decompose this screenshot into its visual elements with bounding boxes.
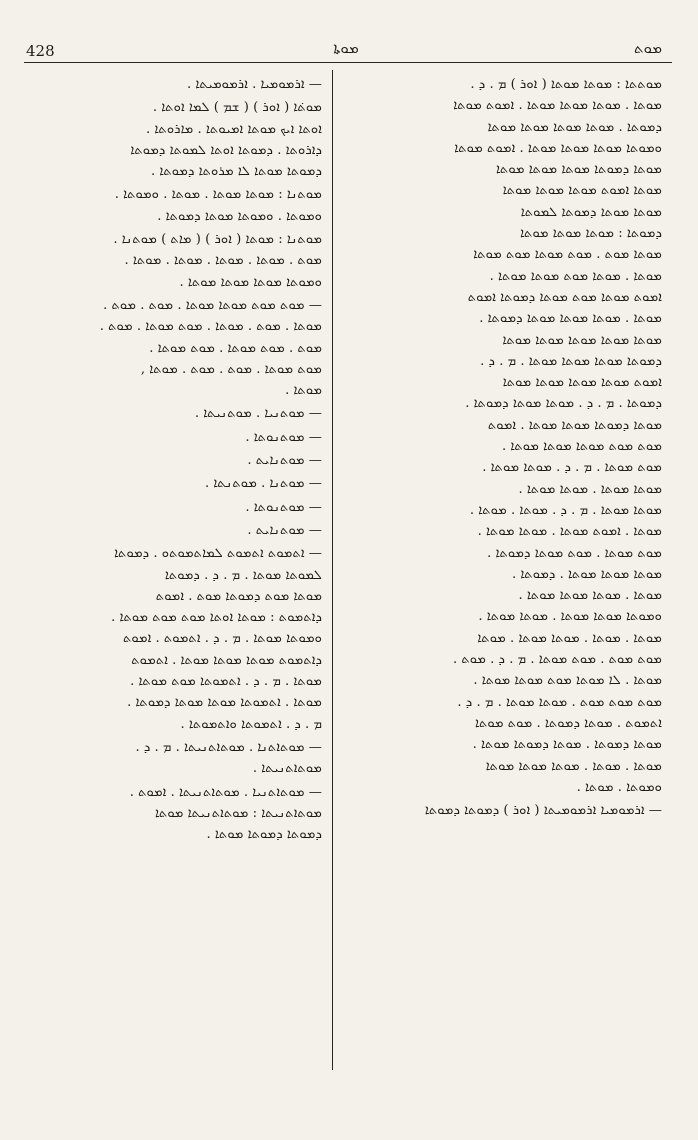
dictionary-entry <box>344 800 662 821</box>
entry-line: ܡܘܬܐ . ܐܬܡܘܬܐ ܡܘܬܐ ܡܘܬܐ ܕܡܘܬܐ . <box>127 695 322 711</box>
entry-line: ܕܐܪܘܬܐ . ܕܡܘܬܐ ܐܘܬܐ ܠܡܘܬܐ ܕܡܘܬܐ <box>130 142 322 158</box>
dictionary-entry <box>26 427 322 448</box>
entry-line: ܡܘܬܐ ܡܘܬܐ ܡܘܬܐ . ܕܡܘܬܐ . <box>511 566 662 582</box>
entry-line: ܡܘܬܐ ܡܘܬܐ ܡܘܬܐ ܡܘܬܐ ܡܘܬܐ <box>502 332 662 348</box>
entry-line: — ܐܬܡܘܬ ܐܬܡܘܬ ܠܡܐܬܡܘܬܘ . ܕܡܘܬܐ <box>114 546 322 562</box>
entry-line: ܕܡܘܬܐ ܡܘܬܐ ܠܐ ܡܪܘܬܐ ܕܡܘܬܐ . <box>151 164 322 180</box>
dictionary-entry <box>26 450 322 471</box>
entry-line: ܡܘܬܐ . ܐܡܘܬ ܡܘܬܐ . ܡܘܬܐ ܡܘܬܐ . <box>477 524 662 540</box>
dictionary-entry <box>26 74 322 95</box>
dictionary-entry <box>26 97 322 182</box>
entry-line: — ܡܘܬܢܝܐ . ܡܘܬܢܝܬܐ . <box>194 406 322 422</box>
entry-line: ܕܐܬܡܘܬ ܡܘܬܐ ܡܘܬܐ ܡܘܬܐ . ܐܬܡܘܬ <box>131 652 322 668</box>
entry-line: ܘܡܘܬܐ ܡܘܬܐ ܡܘܬܐ ܡܘܬܐ . <box>179 274 322 290</box>
entry-line: ܡܘܬܐ . ܡܘܬܐ ܡܘܬܐ ܡܘܬܐ ܕܡܘܬܐ . <box>479 311 662 327</box>
entry-line: ܘܡܘܬܐ ܡܘܬܐ ܡܘܬܐ ܡܘܬܐ . ܐܡܘܬ ܡܘܬܐ <box>454 140 662 156</box>
entry-line: — ܡܘܬܢܐܝܬ . <box>247 453 322 469</box>
entry-line: ܡܘܬܐ ܕܡܘܬܐ ܡܘܬܐ ܡܘܬܐ ܡܘܬܐ <box>495 162 662 178</box>
entry-line: ܘܡܘܬܐ ܡܘܬܐ . ܡ . ܕ . ܐܬܡܘܬ . ܐܡܘܬ <box>122 631 322 647</box>
running-title-center: ܡܘܬܐ <box>333 39 359 57</box>
entry-line: ܕܡܘܬܐ : ܡܘܬܐ ܡܘܬܐ ܡܘܬܐ <box>520 226 662 242</box>
entry-line: ܘܡܘܬܐ ܡܘܬܐ ܡܘܬܐ . ܡܘܬܐ ܡܘܬܐ . <box>478 609 662 625</box>
entry-line: ܐܡܘܬ ܡܘܬܐ ܡܘܬܐ ܡܘܬܐ ܡܘܬܐ <box>502 375 662 391</box>
dictionary-entry <box>26 473 322 494</box>
column-separator <box>332 70 333 1070</box>
entry-line: ܕܡܘܬܐ . ܡ . ܕ . ܡܘܬܐ ܡܘܬܐ ܕܡܘܬܐ . <box>465 396 662 412</box>
dictionary-entry <box>26 184 322 227</box>
dictionary-entry <box>26 737 322 780</box>
entry-line: ܡܘܬܐ . ܠܐ ܡܘܬܐ ܡܘܬ ܡܘܬܐ ܡܘܬܐ . <box>473 673 662 689</box>
entry-line: ܡܘܬܐ . ܡܘܬܐ ܡܘܬ ܡܘܬܐ ܡܘܬܐ . <box>489 268 662 284</box>
entry-line: ܡܘܬ ܡܘܬ ܡܘܬܐ ܡܘܬܐ ܡܘܬܐ . <box>502 439 662 455</box>
entry-line: ܡܘܬ . ܡܘܬ ܡܘܬܐ . ܡܘܬ ܡܘܬܐ . <box>149 340 322 356</box>
entry-line: ܡܘܬܐ . ܡܘܬܐ . ܡܘܬܐ ܡܘܬܐ ܡܘܬܐ <box>485 758 662 774</box>
entry-line: ܡܘܬܐ . <box>285 383 322 399</box>
dictionary-entry <box>26 782 322 846</box>
dictionary-entry <box>26 229 322 293</box>
entry-headline: ܡܘܬܢܐ : ܡܘܬܐ ܡܘܬܐ . ܡܘܬܐ . ܘܡܘܬܐ . <box>114 187 322 203</box>
entry-line: — ܡܘܬ ܡܘܬ ܡܘܬܐ ܡܘܬܐ . ܡܘܬ . ܡܘܬ . <box>103 297 322 313</box>
entry-line: — ܡܘܬܢܐ . ܡܘܬܢܬܐ . <box>204 476 322 492</box>
right-column <box>344 74 662 823</box>
entry-line: — ܐܪܡܘܡܝܐ ܐܪܡܘܡܝܬܐ ( ܐܘܪ ) ܕܡܘܬܐ ܕܡܘܬܐ <box>424 803 662 819</box>
entry-line: ܡܘܬܐܬܢܝܬܐ : ܡܘܬܐܬܢܝܬܐ ܡܘܬܐ <box>154 805 322 821</box>
left-column <box>26 74 322 847</box>
entry-line: ܡܘܬ ܡܘܬ . ܡܘܬ ܡܘܬܐ . ܡ . ܕ . ܡܘܬ . <box>452 652 662 668</box>
entry-line: ܐܬܡܘܬ . ܡܘܬܐ ܕܡܘܬܐ . ܡܘܬ ܡܘܬܐ <box>475 715 662 731</box>
entry-line: ܡܘܬܐ ܐܡܘܬ ܡܘܬܐ ܡܘܬܐ ܡܘܬܐ <box>502 183 662 199</box>
entry-line: ܕܡܘܬܐ ܡܘܬܐ ܡܘܬܐ ܡܘܬܐ . ܡ . ܕ . <box>480 353 662 369</box>
entry-line: ܘܡܘܬܐ . ܘܡܘܬܐ ܡܘܬܐ ܕܡܘܬܐ . <box>157 208 322 224</box>
entry-line: ܐܘܬܐ ܐܝܟ ܡܘܬܐ ܐܡܝܘܬܐ . ܡܐܪܘܬܐ . <box>146 121 322 137</box>
dictionary-entry <box>26 295 322 401</box>
entry-line: ܡܘܬ ܡܘܬܐ . ܡ . ܕ . ܡܘܬܐ ܡܘܬܐ . <box>482 460 662 476</box>
dictionary-entry <box>26 403 322 424</box>
dictionary-entry <box>26 520 322 541</box>
entry-line: — ܐܪܡܘܡܝܐ . ܐܪܡܘܡܝܬܐ . <box>186 77 322 92</box>
page-number: 428 <box>26 42 55 60</box>
entry-line: ܠܡܘܬܐ ܡܘܬܐ . ܡ . ܕ . ܕܡܘܬܐ <box>164 567 322 583</box>
entry-headline: ܡܘܬܢܐ : ܡܘܬܐ ( ܐܘܪ ) ( ܡܐܬ ) ܡܘܬܢܐ . <box>113 232 322 248</box>
running-title-right: ܡܘܬ <box>634 39 662 57</box>
entry-line: ܕܡܘܬܐ ܕܡܘܬܐ ܡܘܬܐ . <box>206 827 322 843</box>
entry-line: ܡܘܬܐ ܡܘܬ ܕܡܘܬܐ ܡܘܬ . ܐܡܘܬ <box>155 588 322 604</box>
entry-line: — ܡܘܬܐܬܢܐ . ܡܘܬܐܬܢܝܬܐ . ܡ . ܕ . <box>135 739 322 755</box>
entry-line: ܡܘܬܐ . ܡܘܬܐ . ܡܘܬܐ ܡܘܬܐ . ܡܘܬܐ <box>477 630 662 646</box>
entry-line: ܡܘܬܐ ܕܡܘܬܐ ܡܘܬܐ ܡܘܬܐ . ܐܡܘܬ <box>487 417 662 433</box>
entry-line: ܡܘܬܐ ܡܘܬܐ . ܡܘܬܐ ܡܘܬܐ . <box>518 481 662 497</box>
dictionary-entry <box>26 543 322 735</box>
entry-line: — ܡܘܬܢܐܝܬ . <box>247 522 322 538</box>
entry-headline: ܡܘܬ݁ܐ ( ܐܘܪ ) ( ܫܡ ) ܠܡܐ ܐܘܬܐ . <box>152 100 322 116</box>
entry-line: ܡܘܬ ܡܘܬܐ . ܡܘܬ ܡܘܬܐ ܕܡܘܬܐ . <box>487 545 662 561</box>
entry-headline: ܡܘܬܬܐ : ܡܘܬܐ ܡܘܬܐ ( ܐܘܪ ) ܡ . ܕ . <box>470 77 662 92</box>
entry-line: ܡܘܬܐ . ܡܘܬܐ ܡܘܬܐ ܡܘܬܐ . <box>518 588 662 604</box>
entry-line: ܡܘܬܐ . ܡܘܬܐ ܡܘܬܐ ܡܘܬܐ . ܐܡܘܬ ܡܘܬܐ <box>453 98 662 114</box>
entry-line: ܡܘܬܐ ܡܘܬܐ ܕܡܘܬܐ ܠܡܘܬܐ <box>520 204 662 220</box>
entry-line: ܡ . ܕ . ܐܬܡܘܬܐ ܘܐܬܡܘܬܐ . <box>180 716 322 732</box>
entry-line: ܡܘܬܐ ܡܘܬ . ܡܘܬ ܡܘܬܐ ܡܘܬ ܡܘܬܐ <box>473 247 662 263</box>
entry-line: ܡܘܬ ܡܘܬܐ . ܡܘܬ . ܡܘܬ . ܡܘܬܐ , <box>140 361 322 377</box>
dictionary-entry <box>26 497 322 518</box>
entry-line: ܡܘܬܐ ܡܘܬܐ . ܡ . ܕ . ܡܘܬܐ . ܡܘܬܐ . <box>469 502 662 518</box>
entry-line: ܘܡܘܬܐ . ܡܘܬܐ . <box>576 779 662 795</box>
entry-line: ܕܡܘܬܐ . ܡܘܬܐ ܡܘܬܐ ܡܘܬܐ ܡܘܬܐ <box>487 119 662 135</box>
entry-line: ܡܘܬܐܬܢܝܬܐ . <box>252 761 322 777</box>
entry-line: — ܡܘܬܐܬܢܝܐ . ܡܘܬܐܬܢܝܬܐ . ܐܡܘܬ . <box>129 784 322 800</box>
entry-line: ܡܘܬܐ . ܡ . ܕ . ܐܬܡܘܬܐ ܡܘܬ ܡܘܬܐ . <box>130 674 322 690</box>
entry-line: — ܡܘܬܢܘܬܐ . <box>245 499 322 515</box>
dictionary-entry <box>344 74 662 798</box>
entry-line: ܕܐܬܡܘܬ : ܡܘܬܐ ܐܘܬܐ ܡܘܬ ܡܘܬ ܡܘܬܐ . <box>111 610 322 626</box>
entry-line: ܡܘܬ ܡܘܬ ܡܘܬ . ܡܘܬܐ ܡܘܬܐ . ܡ . ܕ . <box>457 694 662 710</box>
entry-line: ܡܘܬܐ . ܡܘܬ . ܡܘܬܐ . ܡܘܬ ܡܘܬܐ . ܡܘܬ . <box>99 319 322 335</box>
header-rule <box>24 62 672 63</box>
entry-line: ܡܘܬ . ܡܘܬܐ . ܡܘܬܐ . ܡܘܬܐ . ܡܘܬܐ . <box>124 253 322 269</box>
entry-line: ܡܘܬܐ ܕܡܘܬܐ . ܡܘܬܐ ܕܡܘܬܐ ܡܘܬܐ . <box>472 737 662 753</box>
entry-line: ܐܡܘܬ ܡܘܬܐ ܡܘܬ ܡܘܬܐ ܕܡܘܬܐ ܐܡܘܬ <box>467 289 662 305</box>
entry-line: — ܡܘܬܢܘܬܐ . <box>245 429 322 445</box>
